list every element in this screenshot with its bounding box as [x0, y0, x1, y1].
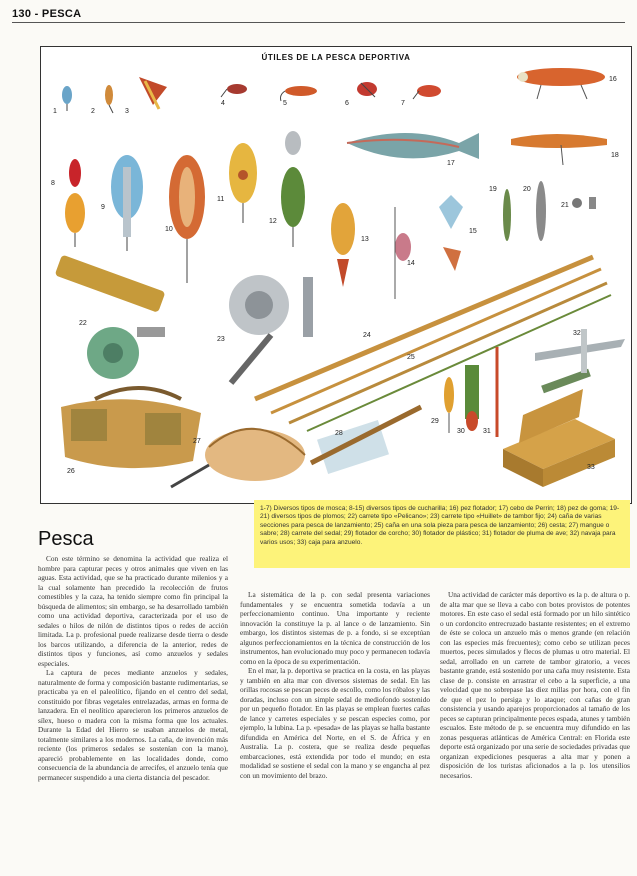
plate-title: ÚTILES DE LA PESCA DEPORTIVA — [261, 53, 411, 62]
plate-number-24: 24 — [363, 332, 371, 339]
hook-box-drawing — [503, 389, 615, 487]
float-drawings — [444, 347, 497, 437]
plate-number-31: 31 — [483, 428, 491, 435]
fish-bait-drawings — [347, 133, 607, 165]
plate-number-33: 33 — [587, 464, 595, 471]
plate-number-7: 7 — [401, 100, 405, 107]
plate-number-8: 8 — [51, 180, 55, 187]
creel-basket-drawing — [61, 388, 201, 468]
plate-number-28: 28 — [335, 430, 343, 437]
fishing-fly-drawings — [62, 77, 441, 113]
plate-number-20: 20 — [523, 186, 531, 193]
plate-number-16: 16 — [609, 76, 617, 83]
sinker-weight-drawings — [503, 181, 596, 241]
plate-number-18: 18 — [611, 152, 619, 159]
plate-number-17: 17 — [447, 160, 455, 167]
article-column-2 — [240, 590, 430, 780]
line-winder-drawing — [311, 407, 421, 474]
paragraph: En el mar, la p. deportiva se practica en la costa, en las playas y también en alta mar con diversos sistemas de sedal. En las orillas rocosas se pescan peces de escollo, como los róbalos y las doradas, incluso con un simple sedal de mediofondo sostenido por un pequeño flotador. En las playas se emplean fuertes cañas de lance y carretes especiales y se pescan especies como, por ejemplo, la lubina. La p. «pesada» de las playas se halla bastante difundida en América del Norte, en el S. de África y en Australia. La p. costera, que se realiza desde pequeñas embarcaciones, está extendida por todo el mundo; en esta modalidad se sostiene el sedal con la mano y se engancha al pez con un movimiento del brazo. — [240, 666, 430, 780]
plate-number-30: 30 — [457, 428, 465, 435]
floating-fish-lure — [517, 68, 605, 99]
plate-number-23: 23 — [217, 336, 225, 343]
plate-number-4: 4 — [221, 100, 225, 107]
paragraph: La captura de peces mediante anzuelos y sedales, naturalmente de forma y composición bastante rudimentarias, se practicaba ya en el paleolítico, fijando en el centro del sedal, constituido por fibras vegetales entrelazadas, armas en forma de lanzadera. En el neolítico aparecieron los primeros anzuelos de sílex, hueso o madera con la misma forma que los actuales. Durante la Edad del Hierro se usaban anzuelos de metal, totalmente similares a los modernos. La caña, de invención más reciente (los primeros sedales se sostenían con la mano), apareció probablemente en las localidades donde, como consecuencia de la abundancia de arrecifes, el anzuelo tenía que permanecer suspendido a una cierta distancia del pescador. — [38, 668, 228, 782]
plate-number-13: 13 — [361, 236, 369, 243]
fishing-gear-illustration — [41, 47, 631, 503]
plate-number-27: 27 — [193, 438, 201, 445]
plate-caption: 1-7) Diversos tipos de mosca; 8-15) diversos tipos de cucharilla; 16) pez flotador; 17) cebo de Perrin; 18) pez de goma; 19-21) diversos tipos de plomos; 22) carrete tipo «Pelicano»; 23) carrete tipo «Huillet» de tambor fijo; 24) caña de varias secciones para pesca de lanzamiento; 25) caña en una sola pieza para pesca de lanzamiento; 26) cesta; 27) mangue o sabre; 28) carrete del sedal; 29) flotador de corcho; 30) flotador de plástico; 31) flotador de pluma de ave; 32) navaja para varios usos; 33) caja para anzuelo. — [254, 500, 630, 568]
plate-number-5: 5 — [283, 100, 287, 107]
plate-number-21: 21 — [561, 202, 569, 209]
pocket-knife-drawing — [535, 329, 625, 393]
article-column-3 — [440, 590, 630, 780]
plate-number-3: 3 — [125, 108, 129, 115]
plate-number-2: 2 — [91, 108, 95, 115]
plate-number-29: 29 — [431, 418, 439, 425]
plate-number-6: 6 — [345, 100, 349, 107]
paragraph: Una actividad de carácter más deportivo es la p. de altura o p. de alta mar que se lleva a cabo con botes provistos de potentes motores. En este caso el sedal está formado por un hilo sintético o un cordoncito entrecruzado bastante resistentes; en el extremo de éste se coloca un anzuelo más o menos grande (en relación con las especies más frecuentes); como cebo se utilizan peces muertos, peces simulados y flecos de plumas u otro material. El sedal, arrollado en un carrete de tambor giratorio, a veces bastante grande, está sostenido por una caña muy resistente. Esta clase de p. consiste en arrastrar el cebo a la superficie, a una velocidad que no sobrepase las diez millas por hora, con el fin de que el pez lo persiga y lo ataque; con cañas de gran consistencia y usando aparejos proporcionados al tamaño de los peces se capturan principalmente peces espada, atunes y también escualos. Este método de p. se encuentra muy difundido en las zonas pesqueras atlánticas de América Central: en Florida este deporte está organizado por una serie de sociedades privadas que organizan expediciones pesqueras a alta mar y ponen a disposición de los turistas aficionados a la p. los utensilios necesarios. — [440, 590, 630, 780]
plate-number-19: 19 — [489, 186, 497, 193]
article-column-1 — [38, 554, 228, 782]
plate-number-11: 11 — [217, 196, 225, 203]
reel-drawings — [55, 255, 313, 383]
plate-number-32: 32 — [573, 330, 581, 337]
plate-number-15: 15 — [469, 228, 477, 235]
paragraph: Con este término se denomina la actividad que realiza el hombre para capturar peces y otros animales que viven en las aguas. Esta actividad, que se ha practicado durante milenios y a la cual solamente han precedido la recolección de frutos comestibles y la caza, ha tenido siempre como fin principal la búsqueda de alimentos; sin embargo, se ha desarrollado también como una actividad deportiva, caracterizada por el uso de sedales o hilos de nilón de distintos tipos o redes de acción limitada. La p. profesional puede realizarse desde tierra o desde los barcos utilizando, a diferencia de la anterior, redes de distintos tipos y funciones, así como anzuelos y sedales especiales. — [38, 554, 228, 668]
plate-number-9: 9 — [101, 204, 105, 211]
paragraph: La sistemática de la p. con sedal presenta variaciones fundamentales y se encuentra sometida todavía a un perfeccionamiento continuo. Una importante y reciente innovación la constituye la p. al lance o de lanzamiento. Sin embargo, los distintos sistemas de p. a fondo, si se exceptúan algunos perfeccionamientos en la técnica de construcción de los instrumentos, han evolucionado muy poco y permanecen todavía como en la época de su experimentación. — [240, 590, 430, 666]
header-rule — [12, 22, 625, 23]
plate-number-25: 25 — [407, 354, 415, 361]
plate-number-1: 1 — [53, 108, 57, 115]
illustration-plate — [40, 46, 632, 504]
running-head: 130 - PESCA — [12, 8, 82, 20]
plate-number-26: 26 — [67, 468, 75, 475]
plate-number-10: 10 — [165, 226, 173, 233]
plate-number-14: 14 — [407, 260, 415, 267]
plate-number-12: 12 — [269, 218, 277, 225]
plate-number-22: 22 — [79, 320, 87, 327]
article-title: Pesca — [38, 528, 94, 550]
